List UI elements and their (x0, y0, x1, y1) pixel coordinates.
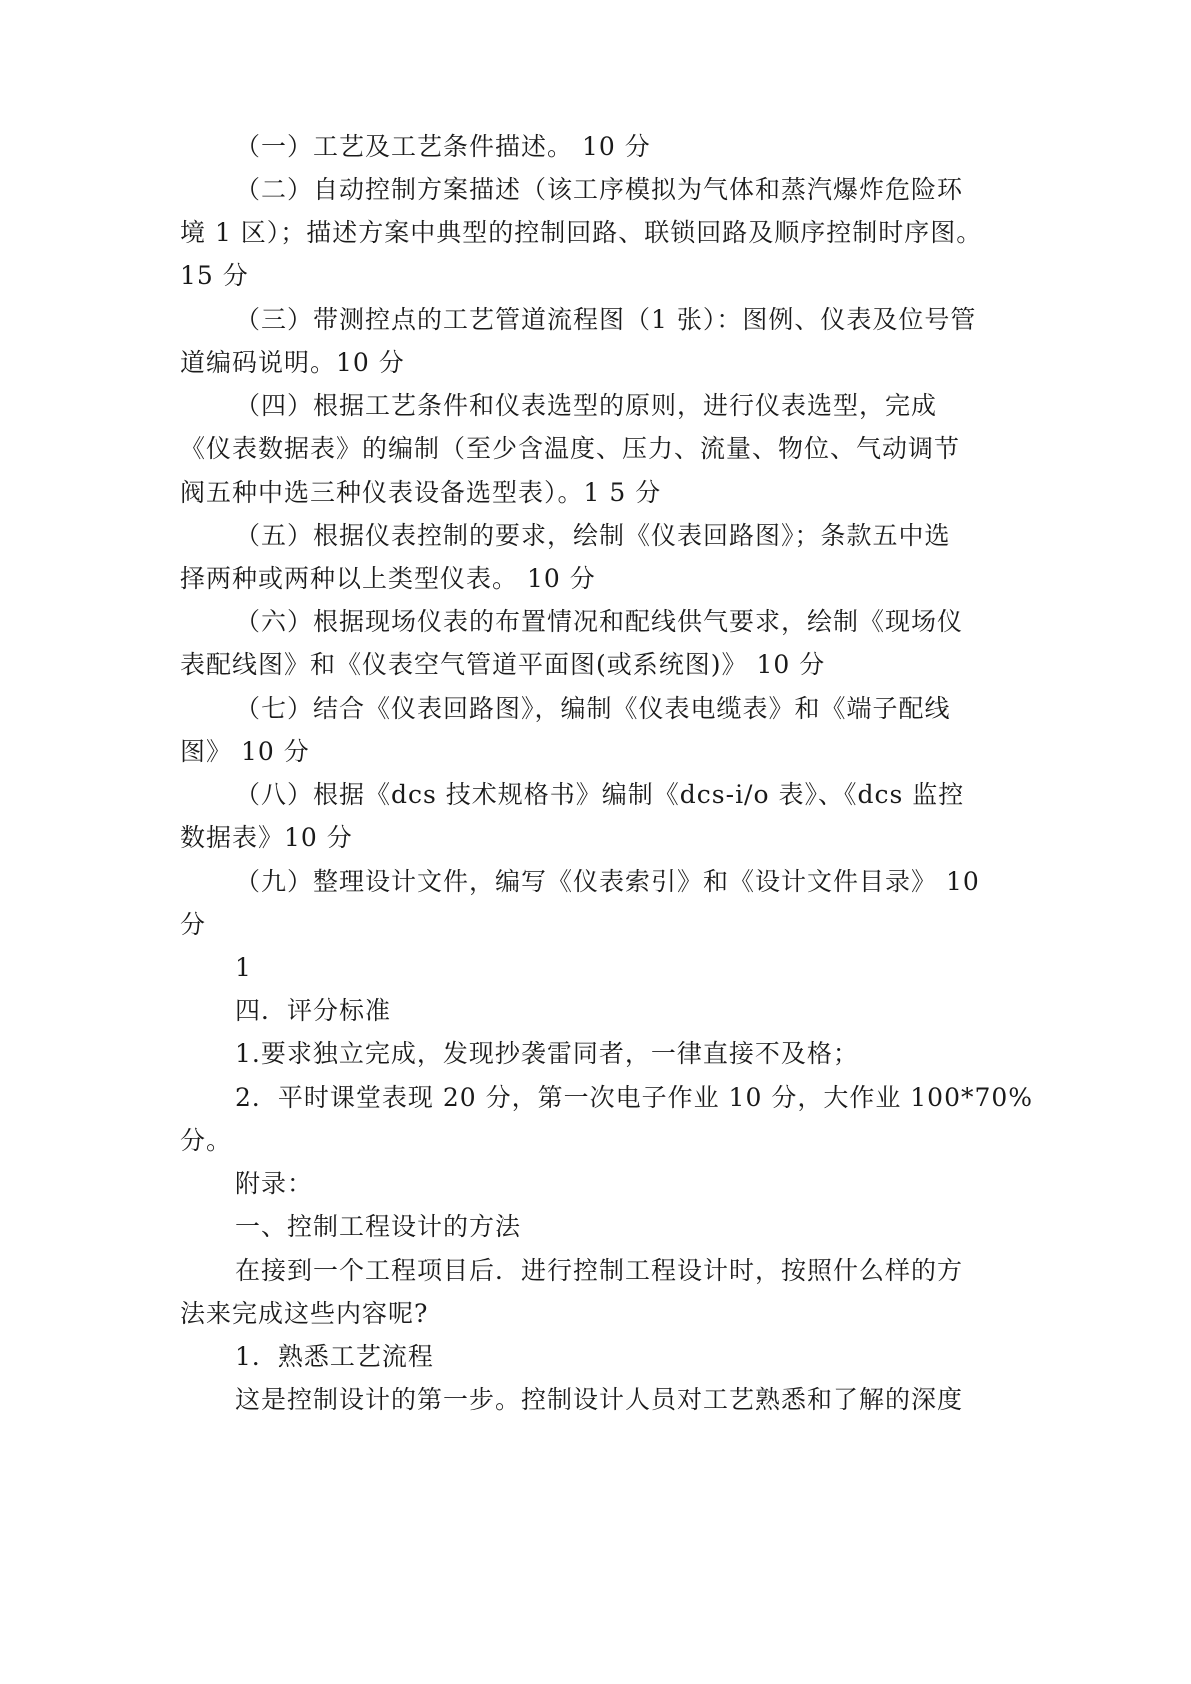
section-heading: 附录： (235, 1169, 314, 1198)
text-line: （四）根据工艺条件和仪表选型的原则，进行仪表选型，完成 (235, 391, 938, 420)
text-line: 15 分 (180, 261, 249, 290)
text-line: （一）工艺及工艺条件描述。 10 分 (235, 132, 651, 161)
text-line: （二）自动控制方案描述（该工序模拟为气体和蒸汽爆炸危险环 (235, 175, 964, 204)
text-line: 法来完成这些内容呢? (180, 1299, 429, 1328)
text-line: 这是控制设计的第一步。控制设计人员对工艺熟悉和了解的深度 (235, 1385, 964, 1414)
text-line: （五）根据仪表控制的要求，绘制《仪表回路图》；条款五中选 (235, 521, 951, 550)
text-line: 分。 (180, 1126, 233, 1155)
text-line: 境 1 区）；描述方案中典型的控制回路、联锁回路及顺序控制时序图。 (180, 218, 983, 247)
text-line: 1.要求独立完成，发现抄袭雷同者，一律直接不及格； (235, 1039, 859, 1068)
text-line: 在接到一个工程项目后．进行控制工程设计时，按照什么样的方 (235, 1256, 964, 1285)
subsection-heading: 1．熟悉工艺流程 (235, 1342, 434, 1371)
text-line: 择两种或两种以上类型仪表。 10 分 (180, 564, 596, 593)
text-line: （八）根据《dcs 技术规格书》编制《dcs-i/o 表》、《dcs 监控 (235, 780, 965, 809)
section-heading: 一、控制工程设计的方法 (235, 1212, 522, 1241)
text-line: 图》 10 分 (180, 737, 310, 766)
section-heading: 四．评分标准 (235, 996, 392, 1025)
text-line: 道编码说明。10 分 (180, 348, 405, 377)
page-number: 1 (235, 953, 252, 982)
text-line: 2．平时课堂表现 20 分，第一次电子作业 10 分，大作业 100*70% (235, 1083, 1034, 1112)
text-line: 表配线图》和《仪表空气管道平面图(或系统图)》 10 分 (180, 650, 826, 679)
text-line: 数据表》10 分 (180, 823, 353, 852)
text-line: 《仪表数据表》的编制（至少含温度、压力、流量、物位、气动调节 (180, 434, 961, 463)
text-line: （九）整理设计文件，编写《仪表索引》和《设计文件目录》 10 (235, 867, 980, 896)
text-line: （三）带测控点的工艺管道流程图（1 张）：图例、仪表及位号管 (235, 305, 977, 334)
text-line: （六）根据现场仪表的布置情况和配线供气要求，绘制《现场仪 (235, 607, 964, 636)
text-line: 阀五种中选三种仪表设备选型表）。1 5 分 (180, 478, 662, 507)
text-line: （七）结合《仪表回路图》，编制《仪表电缆表》和《端子配线 (235, 694, 951, 723)
text-line: 分 (180, 910, 207, 939)
